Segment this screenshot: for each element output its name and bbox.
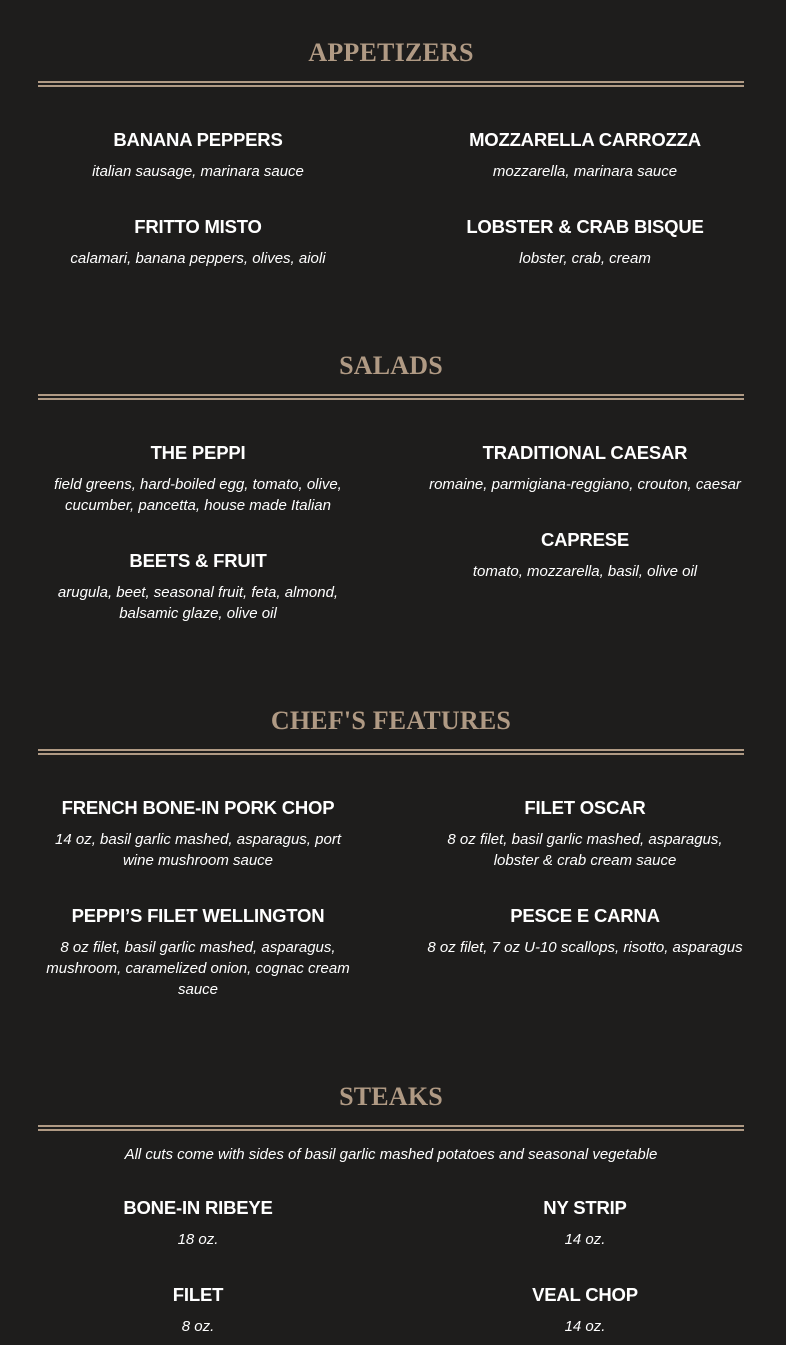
section-title: CHEF'S FEATURES [270,706,512,735]
menu-item-name: LOBSTER & CRAB BISQUE [466,216,704,237]
menu-item-name: BANANA PEPPERS [113,129,283,150]
menu-item-name: THE PEPPI [150,442,246,463]
section-title: APPETIZERS [308,38,474,67]
section-steaks [38,1082,744,1335]
menu-item-description: calamari, banana peppers, olives, aioli [70,250,326,267]
menu-item-description: italian sausage, marinara sauce [92,163,304,180]
menu-item [425,529,745,582]
section-salads [38,351,744,622]
menu-item-description: field greens, hard-boiled egg, tomato, olive, cucumber, pancetta, house made Italian [54,476,342,514]
menu-item-name: FRENCH BONE-IN PORK CHOP [61,797,335,818]
menu-item-name: BONE-IN RIBEYE [123,1197,273,1218]
menu-item-name: MOZZARELLA CARROZZA [469,129,701,150]
menu-item-name: PESCE E CARNA [510,905,660,926]
menu-item-description: 8 oz filet, basil garlic mashed, asparagus, lobster & crab cream sauce [447,831,723,869]
menu-item [38,216,358,269]
menu-item-name: CAPRESE [540,529,630,550]
menu-item-name: FILET OSCAR [524,797,646,818]
section-appetizers [38,38,744,267]
menu-item [423,442,747,495]
menu-item-description: 8 oz filet, 7 oz U-10 scallops, risotto, asparagus [427,939,743,956]
menu-item-description: 14 oz. [564,1231,606,1248]
menu-item-description: mozzarella, marinara sauce [492,163,678,180]
menu-item-description: 14 oz, basil garlic mashed, asparagus, port wine mushroom sauce [55,831,341,869]
section-title: SALADS [339,351,443,380]
menu-item-name: FILET [172,1284,224,1305]
menu-item [42,905,354,1000]
menu-item-name: TRADITIONAL CAESAR [482,442,688,463]
section-divider [38,394,744,400]
menu-item-description: 8 oz. [181,1318,215,1335]
menu-item-description: lobster, crab, cream [519,250,651,267]
menu-item-name: BEETS & FRUIT [129,550,267,571]
menu-item [425,1197,745,1250]
menu-item [423,905,747,958]
menu-item [38,1197,358,1250]
section-title: STEAKS [339,1082,443,1111]
menu-item-name: VEAL CHOP [532,1284,638,1305]
menu-item-description: 14 oz. [564,1318,606,1335]
menu-item [38,129,358,182]
menu-item-name: FRITTO MISTO [134,216,262,237]
menu-item-description: 18 oz. [177,1231,219,1248]
menu-item [425,1284,745,1337]
section-note: All cuts come with sides of basil garlic mashed potatoes and seasonal vegetable [124,1146,658,1163]
section-divider [38,749,744,755]
menu-item-name: NY STRIP [543,1197,627,1218]
section-divider [38,81,744,87]
menu-item [46,442,350,516]
menu-item [38,1284,358,1337]
menu-item [425,129,745,182]
section-divider [38,1125,744,1131]
section-chefs-features [38,706,744,998]
menu-item [423,797,747,871]
menu-item [46,550,350,624]
menu-item-description: 8 oz filet, basil garlic mashed, asparagus, mushroom, caramelized onion, cognac cream sauce [46,939,350,998]
menu-item-description: romaine, parmigiana-reggiano, crouton, caesar [429,476,741,493]
menu-item [38,797,358,871]
menu-item [425,216,745,269]
menu-item-name: PEPPI’S FILET WELLINGTON [71,905,325,926]
menu-item-description: tomato, mozzarella, basil, olive oil [472,563,698,580]
menu-item-description: arugula, beet, seasonal fruit, feta, almond, balsamic glaze, olive oil [57,584,339,622]
